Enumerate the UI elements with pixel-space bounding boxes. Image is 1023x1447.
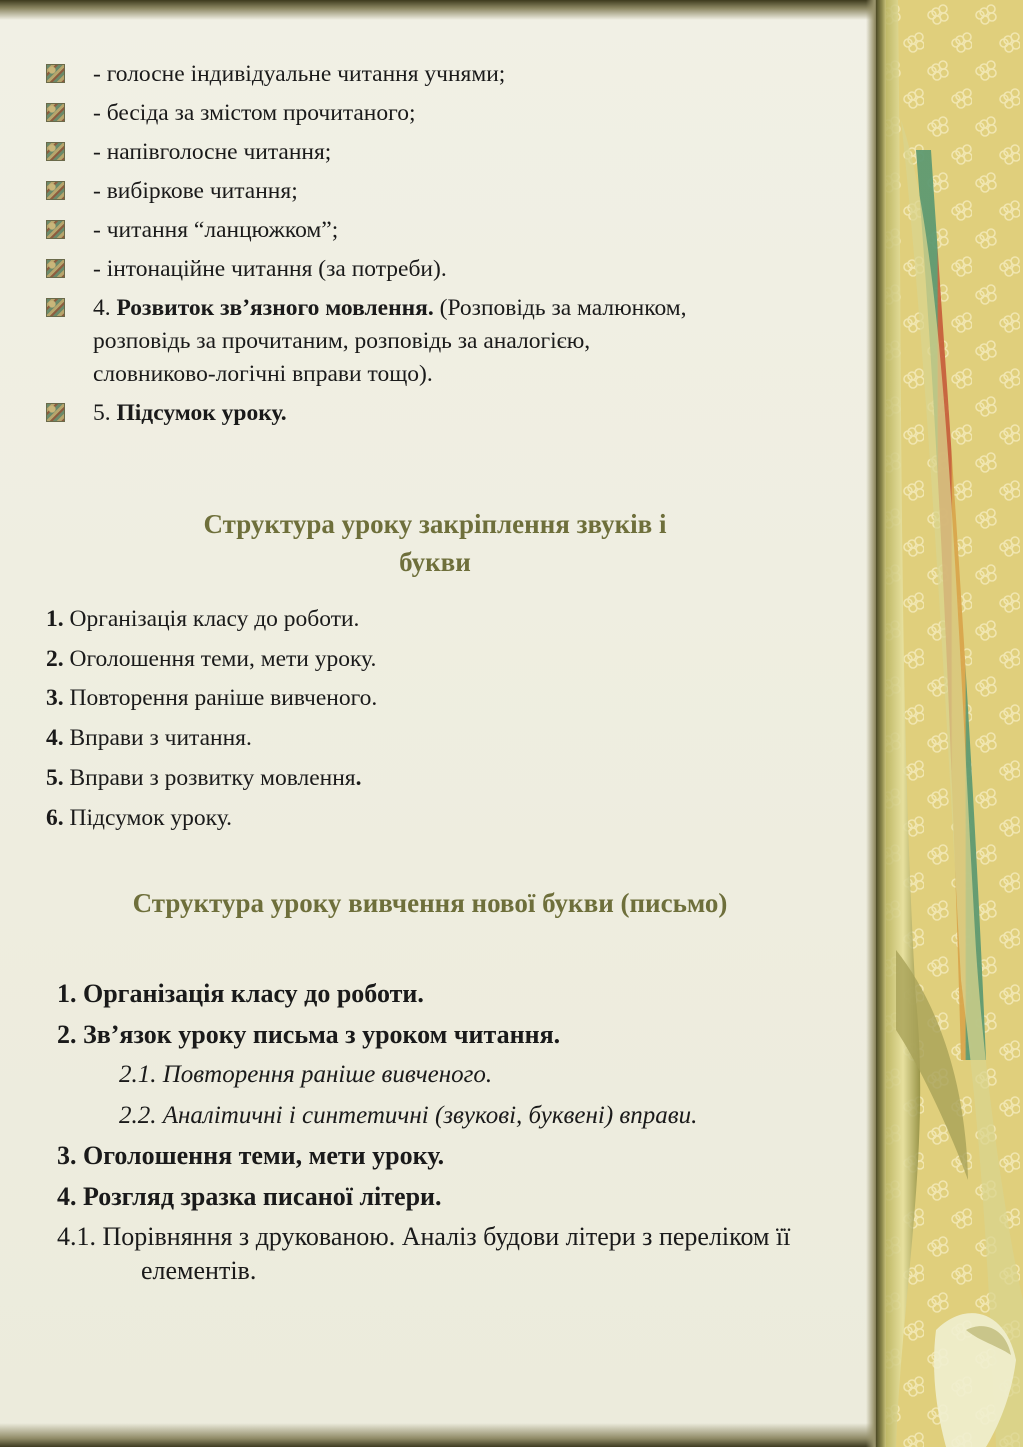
list-item-speech-development: 4. Розвиток зв’язного мовлення. (Розповідь за малюнком, розповідь за прочитаним, розповідь за аналогією, словниково-логічні вправи тощо). xyxy=(46,292,693,391)
list-item: 4. Вправи з читання. xyxy=(46,725,252,752)
section-title-reinforcement: Структура уроку закріплення звуків і букви xyxy=(203,509,667,577)
list-item-lesson-summary: 5. Підсумок уроку. xyxy=(46,397,746,430)
sub-list-item: 2.1. Повторення раніше вивченого. xyxy=(119,1061,493,1089)
list-item: 4.1. Порівняння з друкованою. Аналіз будови літери з переліком її елементів. xyxy=(57,1221,791,1285)
bullet-icon xyxy=(46,403,65,422)
list-item: 5. Вправи з розвитку мовлення. xyxy=(46,764,362,791)
bullet-icon xyxy=(46,142,65,161)
reinforcement-lesson-list xyxy=(46,600,377,838)
list-item: - читання “ланцюжком”; xyxy=(46,214,746,247)
list-item: 3. Повторення раніше вивченого. xyxy=(46,685,378,712)
decorative-ribbon-border xyxy=(876,0,1023,1447)
list-item: 1. Організація класу до роботи. xyxy=(57,979,424,1008)
section-title-writing: Структура уроку вивчення нової букви (письмо) xyxy=(132,888,728,918)
bullet-icon xyxy=(46,220,65,239)
bullet-icon xyxy=(46,64,65,83)
intro-bullet-list xyxy=(46,58,746,436)
list-item: - голосне індивідуальне читання учнями; xyxy=(46,58,746,91)
list-item: 6. Підсумок уроку. xyxy=(46,804,233,831)
list-item: - інтонаційне читання (за потреби). xyxy=(46,253,746,286)
list-item: 2. Оголошення теми, мети уроку. xyxy=(46,645,377,672)
top-shadow xyxy=(0,0,880,20)
list-item: 2. Зв’язок уроку письма з уроком читання. xyxy=(57,1019,561,1049)
sub-list-item: 2.2. Аналітичні і синтетичні (звукові, буквені) вправи. xyxy=(119,1101,698,1129)
list-item: - вибіркове читання; xyxy=(46,175,746,208)
bullet-icon xyxy=(46,181,65,200)
list-item: 3. Оголошення теми, мети уроку. xyxy=(57,1141,445,1171)
list-item: - напівголосне читання; xyxy=(46,136,746,169)
list-item: - бесіда за змістом прочитаного; xyxy=(46,97,746,130)
list-item: 4. Розгляд зразка писаної літери. xyxy=(57,1181,442,1211)
bullet-icon xyxy=(46,259,65,278)
list-item: 1. Організація класу до роботи. xyxy=(46,606,360,632)
bullet-icon xyxy=(46,103,65,122)
writing-lesson-plan xyxy=(57,974,857,1288)
bullet-icon xyxy=(46,298,65,317)
bottom-shadow xyxy=(0,1423,880,1447)
